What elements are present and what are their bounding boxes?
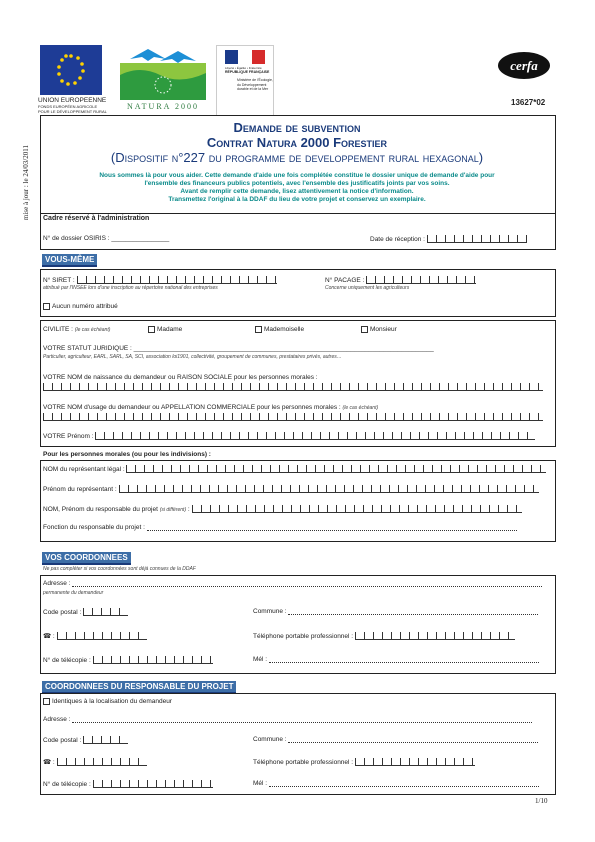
siret-field[interactable]: N° SIRET : [43, 276, 277, 284]
prenom-field[interactable]: VOTRE Prénom : [43, 432, 535, 440]
osiris-field[interactable]: N° de dossier OSIRIS : ________________ [43, 235, 170, 242]
madame-checkbox[interactable]: Madame [148, 326, 182, 333]
nom-naissance-field[interactable] [43, 383, 543, 391]
nom-naissance-label: VOTRE NOM de naissance du demandeur ou RAISON SOCIALE pour les personnes morales : [43, 374, 318, 381]
mademoiselle-checkbox[interactable]: Mademoiselle [255, 326, 304, 333]
resp-cp-field[interactable]: Code postal : [43, 736, 128, 744]
cerfa-logo: cerfa [498, 52, 550, 79]
resp-adresse-field[interactable]: Adresse : [43, 716, 532, 723]
statut-field[interactable]: VOTRE STATUT JURIDIQUE : ___________________________________________________________________________________ [43, 345, 434, 352]
nom-rep-field[interactable]: NOM du représentant légal : [43, 465, 546, 473]
tel-port-field[interactable]: Téléphone portable professionnel : [253, 632, 515, 640]
resp-commune-field[interactable]: Commune : [253, 736, 538, 743]
resp-tel-port-field[interactable]: Téléphone portable professionnel : [253, 758, 475, 766]
nom-usage-label: VOTRE NOM d'usage du demandeur ou APPELLATION COMMERCIALE pour les personnes morales : (le cas échéant) [43, 404, 379, 411]
french-flag-icon [225, 50, 265, 64]
ministry-logo: Liberté • Égalité • Fraternité RÉPUBLIQUE FRANÇAISE Ministère de l'Écologie, du Développement durable et de la Mer [216, 45, 274, 117]
cerfa-number: 13627*02 [511, 98, 546, 107]
resp-fax-field[interactable]: N° de télécopie : [43, 780, 213, 788]
section-vous-meme: VOUS-MÊME [42, 254, 97, 267]
morales-title: Pour les personnes morales (ou pour les indivisions) : [43, 451, 211, 458]
pacage-note: Concerne uniquement les agriculteurs [325, 285, 410, 291]
resp-mel-field[interactable]: Mél : [253, 780, 539, 787]
coord-note: Ne pas compléter si vos coordonnées sont déjà connues de la DDAF [43, 566, 196, 572]
civilite-label: CIVILITE : (le cas échéant) [43, 326, 111, 333]
nom-resp-field[interactable]: NOM, Prénom du responsable du projet (si différent) : [43, 505, 522, 513]
pacage-field[interactable]: N° PACAGE : [325, 276, 476, 284]
natura-birds-icon [120, 45, 206, 100]
prenom-rep-field[interactable]: Prénom du représentant : [43, 485, 539, 493]
update-note: mise à jour : le 24/03/2011 [22, 145, 30, 220]
cp-field[interactable]: Code postal : [43, 608, 128, 616]
monsieur-checkbox[interactable]: Monsieur [361, 326, 397, 333]
commune-field[interactable]: Commune : [253, 608, 538, 615]
tel-field[interactable]: ☎ : [43, 632, 147, 640]
eu-caption: UNION EUROPEENNE FONDS EUROPÉEN AGRICOLE POUR LE DÉVELOPPEMENT RURAL [38, 97, 107, 114]
eu-flag-logo [40, 45, 102, 95]
fax-field[interactable]: N° de télécopie : [43, 656, 213, 664]
adresse-note: permanente du demandeur [43, 590, 104, 596]
reception-date-field[interactable]: Date de réception : [370, 235, 527, 243]
page-number: 1/10 [535, 797, 548, 805]
nom-usage-field[interactable] [43, 413, 543, 421]
siret-note: attribué par l'INSEE lors d'une inscription au répertoire national des entreprises [43, 285, 218, 291]
page-title: Demande de subvention Contrat Natura 2000 Forestier (Dispositif n°227 du programme de developpement rural hexagonal) [110, 120, 484, 165]
natura-2000-logo: NATURA 2000 [120, 45, 206, 110]
identiques-checkbox[interactable]: Identiques à la localisation du demandeur [43, 698, 172, 705]
fonction-field[interactable]: Fonction du responsable du projet : [43, 524, 517, 531]
intro-text: Nous sommes là pour vous aider. Cette demande d'aide une fois complétée constitue le dossier unique de demande d'aide pour l'ensemble des financeurs publics potentiels, avec l'ensemble des justificatifs joints par vos soins. Avant de remplir cette demande, lisez attentivement la notice d'information. Transmettez l'original à la DDAF du lieu de votre projet et conservez un exemplaire. [99, 172, 495, 203]
admin-label: Cadre réservé à l'administration [43, 215, 150, 222]
resp-tel-field[interactable]: ☎ : [43, 758, 147, 766]
statut-note: Particulier, agriculteur, EARL, SARL, SA, SCI, association loi1901, collectivité, groupement de communes, prestataires privés, autres… [43, 354, 342, 360]
mel-field[interactable]: Mél : [253, 656, 539, 663]
adresse-field[interactable]: Adresse : [43, 580, 542, 587]
section-coordonnees: VOS COORDONNEES [42, 552, 131, 565]
aucun-checkbox[interactable]: Aucun numéro attribué [43, 303, 118, 310]
eu-stars-icon [40, 45, 102, 95]
section-responsable: COORDONNEES DU RESPONSABLE DU PROJET [42, 681, 236, 694]
